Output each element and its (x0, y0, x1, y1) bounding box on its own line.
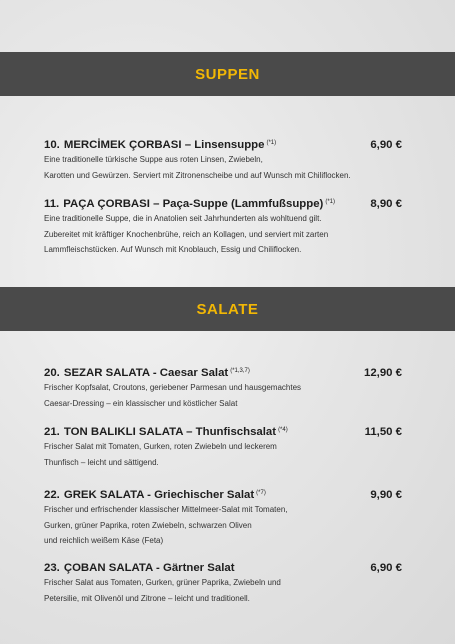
menu-item (44, 367, 402, 411)
item-description: Frischer Salat aus Tomaten, Gurken, grüner Paprika, Zwiebeln und Petersilie, mit Olivenöl und Zitrone – leicht und traditionell. (44, 578, 281, 603)
item-name: MERCİMEK ÇORBASI – Linsensuppe (63, 139, 265, 151)
item-description: Frischer und erfrischender klassischer Mittelmeer-Salat mit Tomaten, Gurken, grüner Paprika, roten Zwiebeln, schwarzen Oliven und reichlich weißem Käse (Feta) (44, 505, 288, 545)
item-title: 22. GREK SALATA - Griechischer Salat $^{(*7)}$ (44, 489, 266, 501)
item-allergens: (*1) (325, 199, 336, 205)
item-name: TON BALIKLI SALATA – Thunfischsalat (63, 426, 277, 438)
item-title: 20. SEZAR SALATA - Caesar Salat $^{(*1,3,7)}$ (44, 367, 250, 379)
item-allergens: (*7) (256, 490, 266, 496)
item-name: PAÇA ÇORBASI – Paça-Suppe (Lammfußsuppe) (63, 198, 324, 210)
item-title: 11. PAÇA ÇORBASI – Paça-Suppe (Lammfußsuppe) $^{(*1)}$ (44, 198, 336, 210)
item-name: ÇOBAN SALATA - Gärtner Salat (63, 562, 235, 574)
item-title: 10. MERCİMEK ÇORBASI – Linsensuppe $^{(*1)}$ (44, 139, 277, 151)
item-price: 6,90 € (370, 139, 402, 151)
item-price: 12,90 € (363, 367, 402, 379)
menu-item (44, 489, 402, 549)
item-price: 8,90 € (370, 198, 402, 210)
item-name: GREK SALATA - Griechischer Salat (63, 489, 255, 501)
section-title: SUPPEN (195, 65, 260, 83)
menu-item (44, 198, 402, 258)
item-description: Frischer Salat mit Tomaten, Gurken, roten Zwiebeln und leckerem Thunfisch – leicht und sättigend. (44, 442, 277, 467)
menu-item (44, 562, 402, 606)
item-allergens: (*4) (278, 427, 288, 433)
menu-item (44, 139, 402, 183)
item-title: 23. ÇOBAN SALATA - Gärtner Salat (44, 562, 235, 574)
item-description: Eine traditionelle türkische Suppe aus roten Linsen, Zwiebeln, Karotten und Gewürzen. Serviert mit Zitronenscheibe und auf Wunsch mit Chiliflocken. (44, 155, 351, 180)
item-description: Eine traditionelle Suppe, die in Anatolien seit Jahrhunderten als wohltuend gilt. Zubereitet mit kräftiger Knochenbrühe, reich an Kollagen, und serviert mit zarten Lammfleischstücken. Auf Wunsch mit Knoblauch, Essig und Chiliflocken. (44, 214, 329, 254)
item-price: 9,90 € (370, 489, 402, 501)
item-title: 21. TON BALIKLI SALATA – Thunfischsalat $^{(*4)}$ (44, 426, 288, 438)
item-price: 6,90 € (370, 562, 402, 574)
section-title: SALATE (196, 300, 259, 318)
section-header-salate (0, 287, 455, 331)
item-name: SEZAR SALATA - Caesar Salat (63, 367, 229, 379)
item-allergens: (*1,3,7) (230, 368, 250, 374)
item-price: 11,50 € (364, 426, 402, 438)
section-header-suppen (0, 52, 455, 96)
item-description: Frischer Kopfsalat, Croutons, geriebener Parmesan und hausgemachtes Caesar-Dressing – ein klassischer und köstlicher Salat (44, 383, 302, 408)
item-allergens: (*1) (266, 140, 277, 146)
menu-item (44, 426, 402, 470)
